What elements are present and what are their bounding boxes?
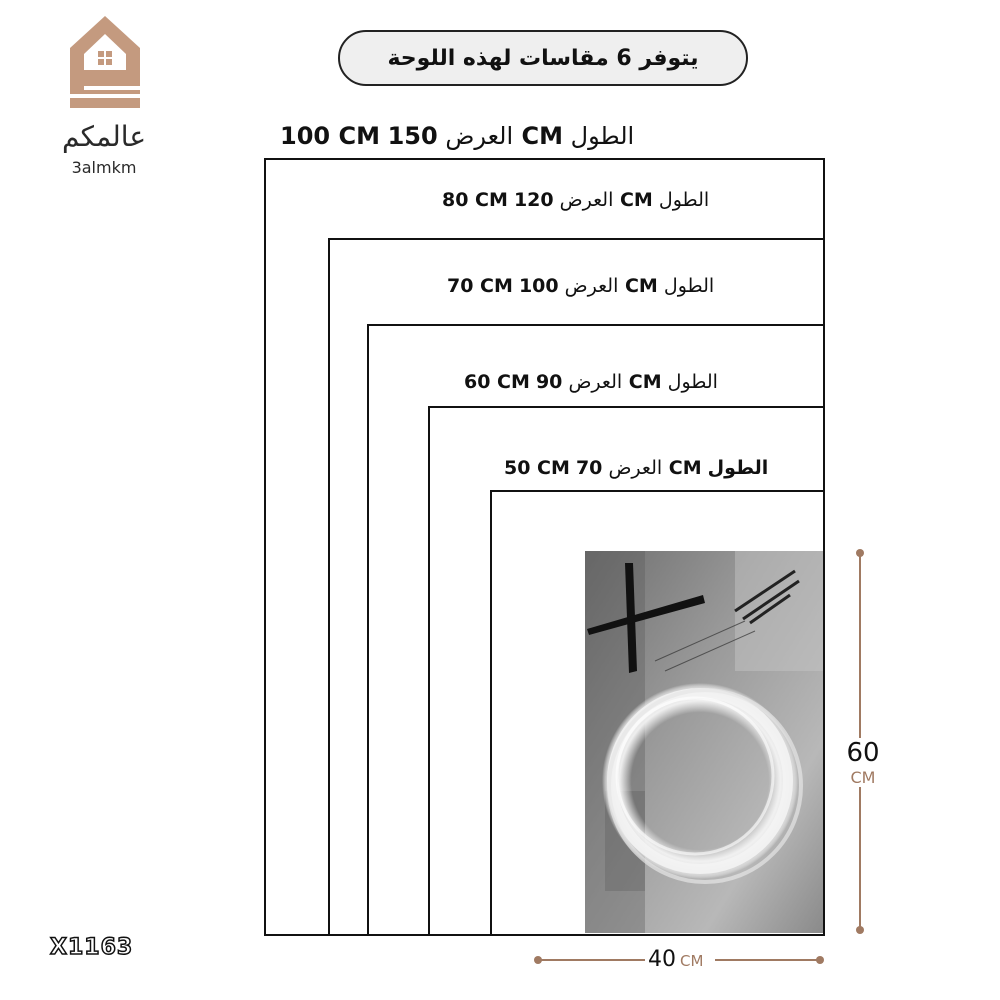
width-value: 100 CM: [280, 122, 380, 150]
length-value: 70 CM: [575, 457, 702, 479]
height-dimension-value: 60: [846, 738, 880, 768]
sizes-banner: [338, 30, 748, 86]
length-value: 120 CM: [513, 189, 653, 211]
width-label: العرض: [608, 457, 663, 479]
sizes-banner-text: يتوفر 6 مقاسات لهذه اللوحة: [387, 45, 699, 71]
length-label: الطول: [663, 275, 715, 297]
length-value: 100 CM: [518, 275, 658, 297]
width-value: 50 CM: [504, 457, 570, 479]
width-dimension-unit: CM: [680, 952, 704, 970]
length-label: الطول: [570, 122, 635, 150]
size-label-150x100: [280, 122, 634, 150]
width-label: العرض: [568, 371, 623, 393]
width-value: 70 CM: [447, 275, 513, 297]
width-value: 80 CM: [442, 189, 508, 211]
length-value: 150 CM: [387, 122, 564, 150]
height-dimension-unit: CM: [843, 768, 883, 787]
brand-logo: [52, 14, 162, 177]
length-label: الطول: [707, 457, 769, 479]
brand-name-latin: 3almkm: [71, 158, 137, 177]
width-label: العرض: [559, 189, 614, 211]
width-label: العرض: [445, 122, 514, 150]
house-logo-icon: [68, 14, 142, 110]
width-dimension-left-dot: [534, 956, 542, 964]
size-label-70x50: [504, 457, 768, 479]
height-dimension-top-dot: [856, 549, 864, 557]
size-label-100x70: [447, 275, 714, 297]
length-value: 90 CM: [535, 371, 662, 393]
length-label: الطول: [667, 371, 718, 393]
width-label: العرض: [564, 275, 619, 297]
size-label-120x80: [442, 189, 709, 211]
size-label-90x60: [464, 371, 718, 393]
width-dimension-right-dot: [816, 956, 824, 964]
brand-name-arabic: عالمكم: [61, 120, 147, 153]
dimension-lines: [530, 545, 870, 975]
width-dimension-value: 40: [648, 947, 676, 972]
width-value: 60 CM: [464, 371, 530, 393]
product-code: X1163: [50, 935, 134, 960]
length-label: الطول: [658, 189, 710, 211]
height-dimension-bottom-dot: [856, 926, 864, 934]
